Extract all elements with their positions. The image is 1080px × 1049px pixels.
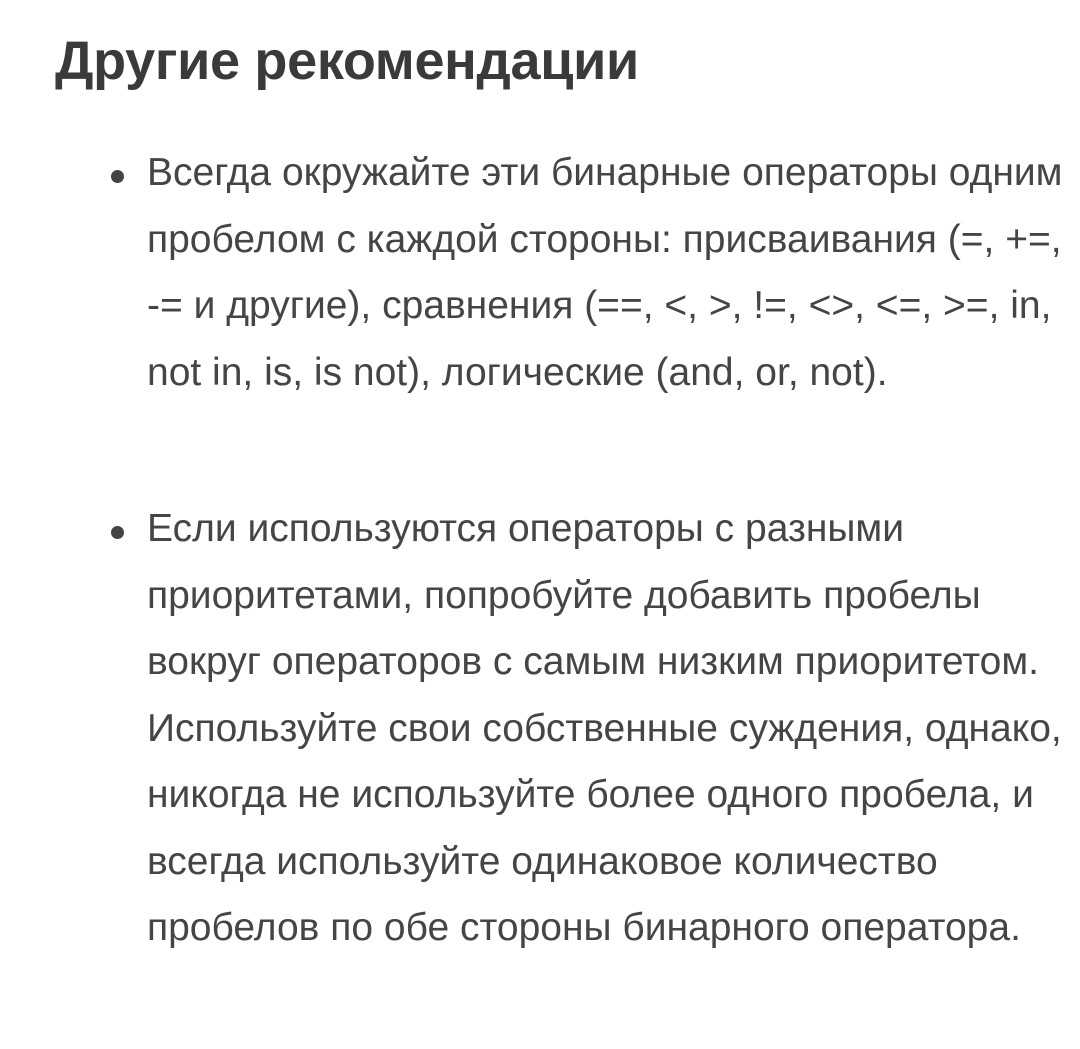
list-item-text: Если используются операторы с разными приоритетами, попробуйте добавить пробелы вокруг операторов с самым низким приоритетом. Используйте свои собственные суждения, однако, никогда не используйте более одного пробела, и всегда используйте одинаковое количество пробелов по обе стороны бинарного оператора. (147, 507, 1062, 949)
bullet-icon (111, 170, 124, 183)
section-heading: Другие рекомендации (55, 31, 639, 91)
list-item-text: Всегда окружайте эти бинарные операторы одним пробелом с каждой стороны: присваивания (=, +=, -= и другие), сравнения (==, <, >, !=, <>, <=, >=, in, not in, is, is not), логические (and, or, not). (147, 151, 1063, 394)
bullet-icon (111, 526, 124, 539)
